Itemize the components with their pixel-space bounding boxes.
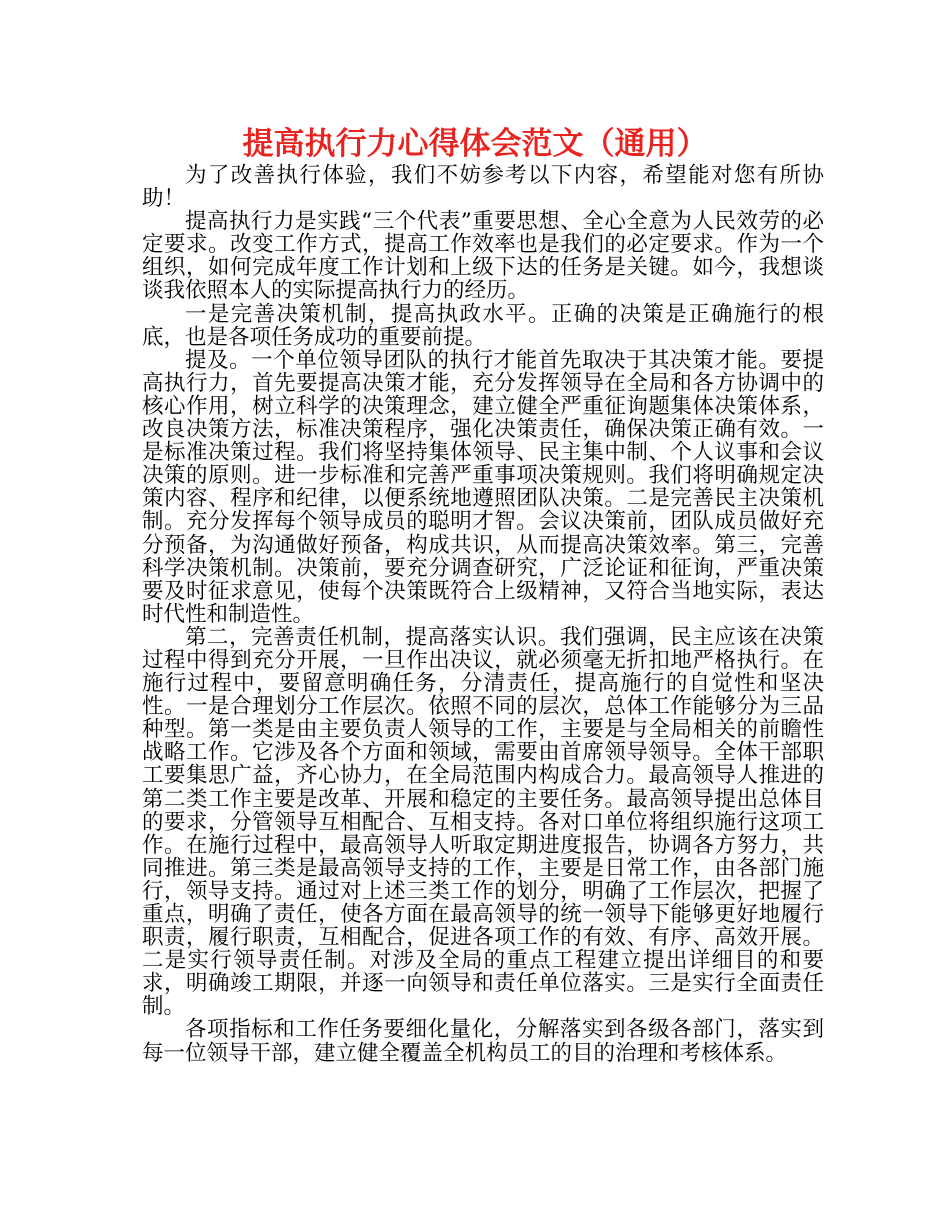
paragraph-decision-mechanism: 一是完善决策机制，提高执政水平。正确的决策是正确施行的根底，也是各项任务成功的重要前提。	[142, 301, 824, 350]
paragraph-intro: 为了改善执行体验，我们不妨参考以下内容，希望能对您有所协助！	[142, 163, 824, 212]
paragraph-target-management: 各项指标和工作任务要细化量化，分解落实到各级各部门，落实到每一位领导干部，建立健全覆盖全机构员工的目的治理和考核体系。	[142, 1017, 824, 1066]
paragraph-decision-ability: 提及。一个单位领导团队的执行才能首先取决于其决策才能。要提高执行力，首先要提高决策才能，充分发挥领导在全局和各方协调中的核心作用，树立科学的决策理念，建立健全严重征询题集体决策体系，改良决策方法，标准决策程序，强化决策责任，确保决策正确有效。一是标准决策过程。我们将坚持集体领导、民主集中制、个人议事和会议决策的原则。进一步标准和完善严重事项决策规则。我们将明确规定决策内容、程序和纪律，以便系统地遵照团队决策。二是完善民主决策机制。充分发挥每个领导成员的聪明才智。会议决策前，团队成员做好充分预备，为沟通做好预备，构成共识，从而提高决策效率。第三，完善科学决策机制。决策前，要充分调查研究，广泛论证和征询，严重决策要及时征求意见，使每个决策既符合上级精神，又符合当地实际，表达时代性和制造性。	[142, 347, 824, 627]
paragraph-execution-requirement: 提高执行力是实践“三个代表”重要思想、全心全意为人民效劳的必定要求。改变工作方式，提高工作效率也是我们的必定要求。作为一个组织，如何完成年度工作计划和上级下达的任务是关键。如今，我想谈谈我依照本人的实际提高执行力的经历。	[142, 209, 824, 304]
document-body	[142, 164, 824, 1065]
paragraph-responsibility-mechanism: 第二，完善责任机制，提高落实认识。我们强调，民主应该在决策过程中得到充分开展，一旦作出决议，就必须毫无折扣地严格执行。在施行过程中，要留意明确任务，分清责任，提高施行的自觉性和坚决性。一是合理划分工作层次。依照不同的层次，总体工作能够分为三品种型。第一类是由主要负责人领导的工作，主要是与全局相关的前瞻性战略工作。它涉及各个方面和领域，需要由首席领导领导。全体干部职工要集思广益，齐心协力，在全局范围内构成合力。最高领导人推进的第二类工作主要是改革、开展和稳定的主要任务。最高领导提出总体目的要求，分管领导互相配合、互相支持。各对口单位将组织施行这项工作。在施行过程中，最高领导人听取定期进度报告，协调各方努力，共同推进。第三类是最高领导支持的工作，主要是日常工作，由各部门施行，领导支持。通过对上述三类工作的划分，明确了工作层次，把握了重点，明确了责任，使各方面在最高领导的统一领导下能够更好地履行职责，履行职责，互相配合，促进各项工作的有效、有序、高效开展。二是实行领导责任制。对涉及全局的重点工程建立提出详细目的和要求，明确竣工期限，并逐一向领导和责任单位落实。三是实行全面责任制。	[142, 624, 824, 1020]
document-title: 提高执行力心得体会范文（通用）	[242, 126, 708, 162]
